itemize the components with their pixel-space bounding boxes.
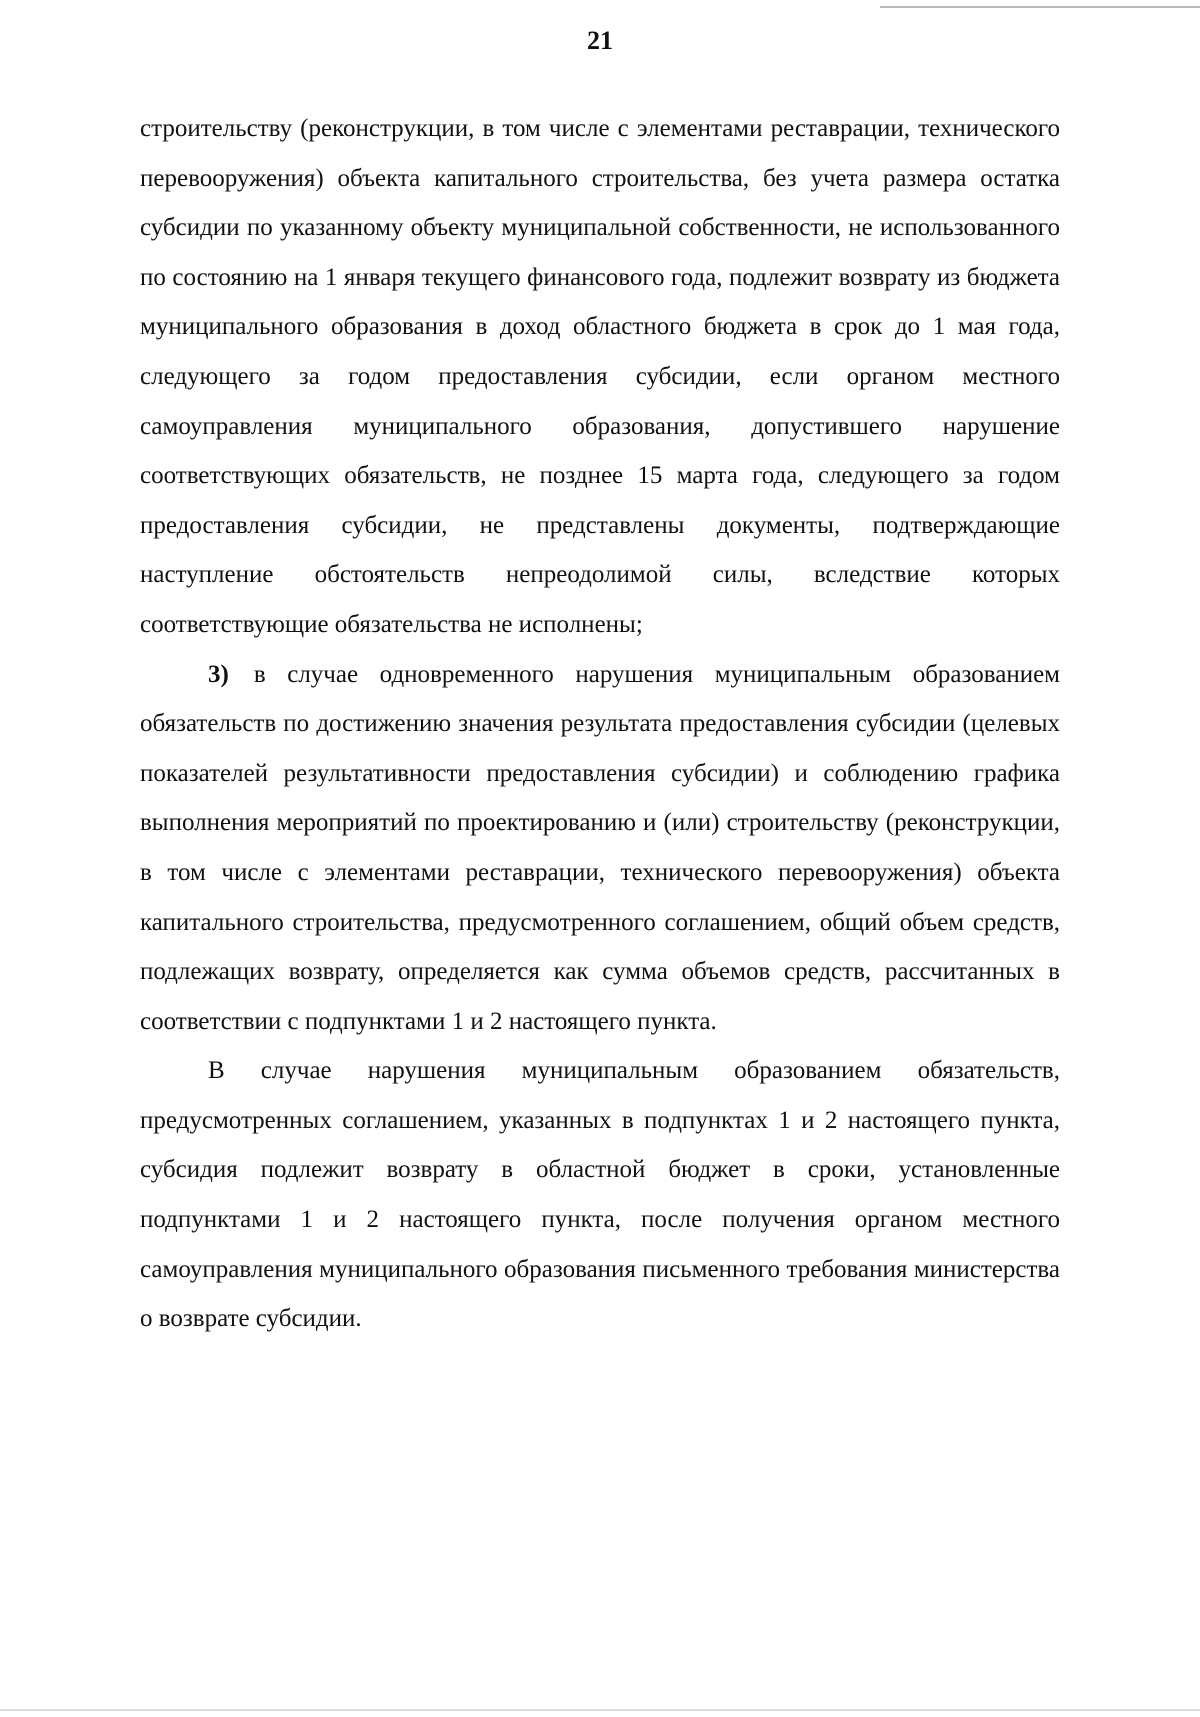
paragraph-violation-return: В случае нарушения муниципальным образованием обязательств, предусмотренных соглашением, указанных в подпунктах 1 и 2 настоящего пункта, субсидия подлежит возврату в областной бюджет в сроки, установленные подпунктами 1 и 2 настоящего пункта, после получения органом местного самоуправления муниципального образования письменного требования министерства о возврате субсидии. [140,1057,1060,1333]
scan-edge-top [880,6,1200,8]
paragraph-continuation: строительству (реконструкции, в том числе с элементами реставрации, технического перевооружения) объекта капитального строительства, без учета размера остатка субсидии по указанному объекту муниципальной собственности, не использованного по состоянию на 1 января текущего финансового года, подлежит возврату из бюджета муниципального образования в доход областного бюджета в срок до 1 мая года, следующего за годом предоставления субсидии, если органом местного самоуправления муниципального образования, допустившего нарушение соответствующих обязательств, не позднее 15 марта года, следующего за годом предоставления субсидии, не представлены документы, подтверждающие наступление обстоятельств непреодолимой силы, вследствие которых соответствующие обязательства не исполнены; [140,115,1060,638]
paragraph-item-3 [140,650,1060,1047]
page-number: 21 [587,26,613,55]
document-body [140,104,1060,1344]
scan-edge-bottom [0,1709,1200,1711]
item-3-text: в случае одновременного нарушения муниципальным образованием обязательств по достижению значения результата предоставления субсидии (целевых показателей результативности предоставления субсидии) и соблюдению графика выполнения мероприятий по проектированию и (или) строительству (реконструкции, в том числе с элементами реставрации, технического перевооружения) объекта капитального строительства, предусмотренного соглашением, общий объем средств, подлежащих возврату, определяется как сумма объемов средств, рассчитанных в соответствии с подпунктами 1 и 2 настоящего пункта. [140,660,1060,1035]
item-number: 3) [208,660,229,688]
